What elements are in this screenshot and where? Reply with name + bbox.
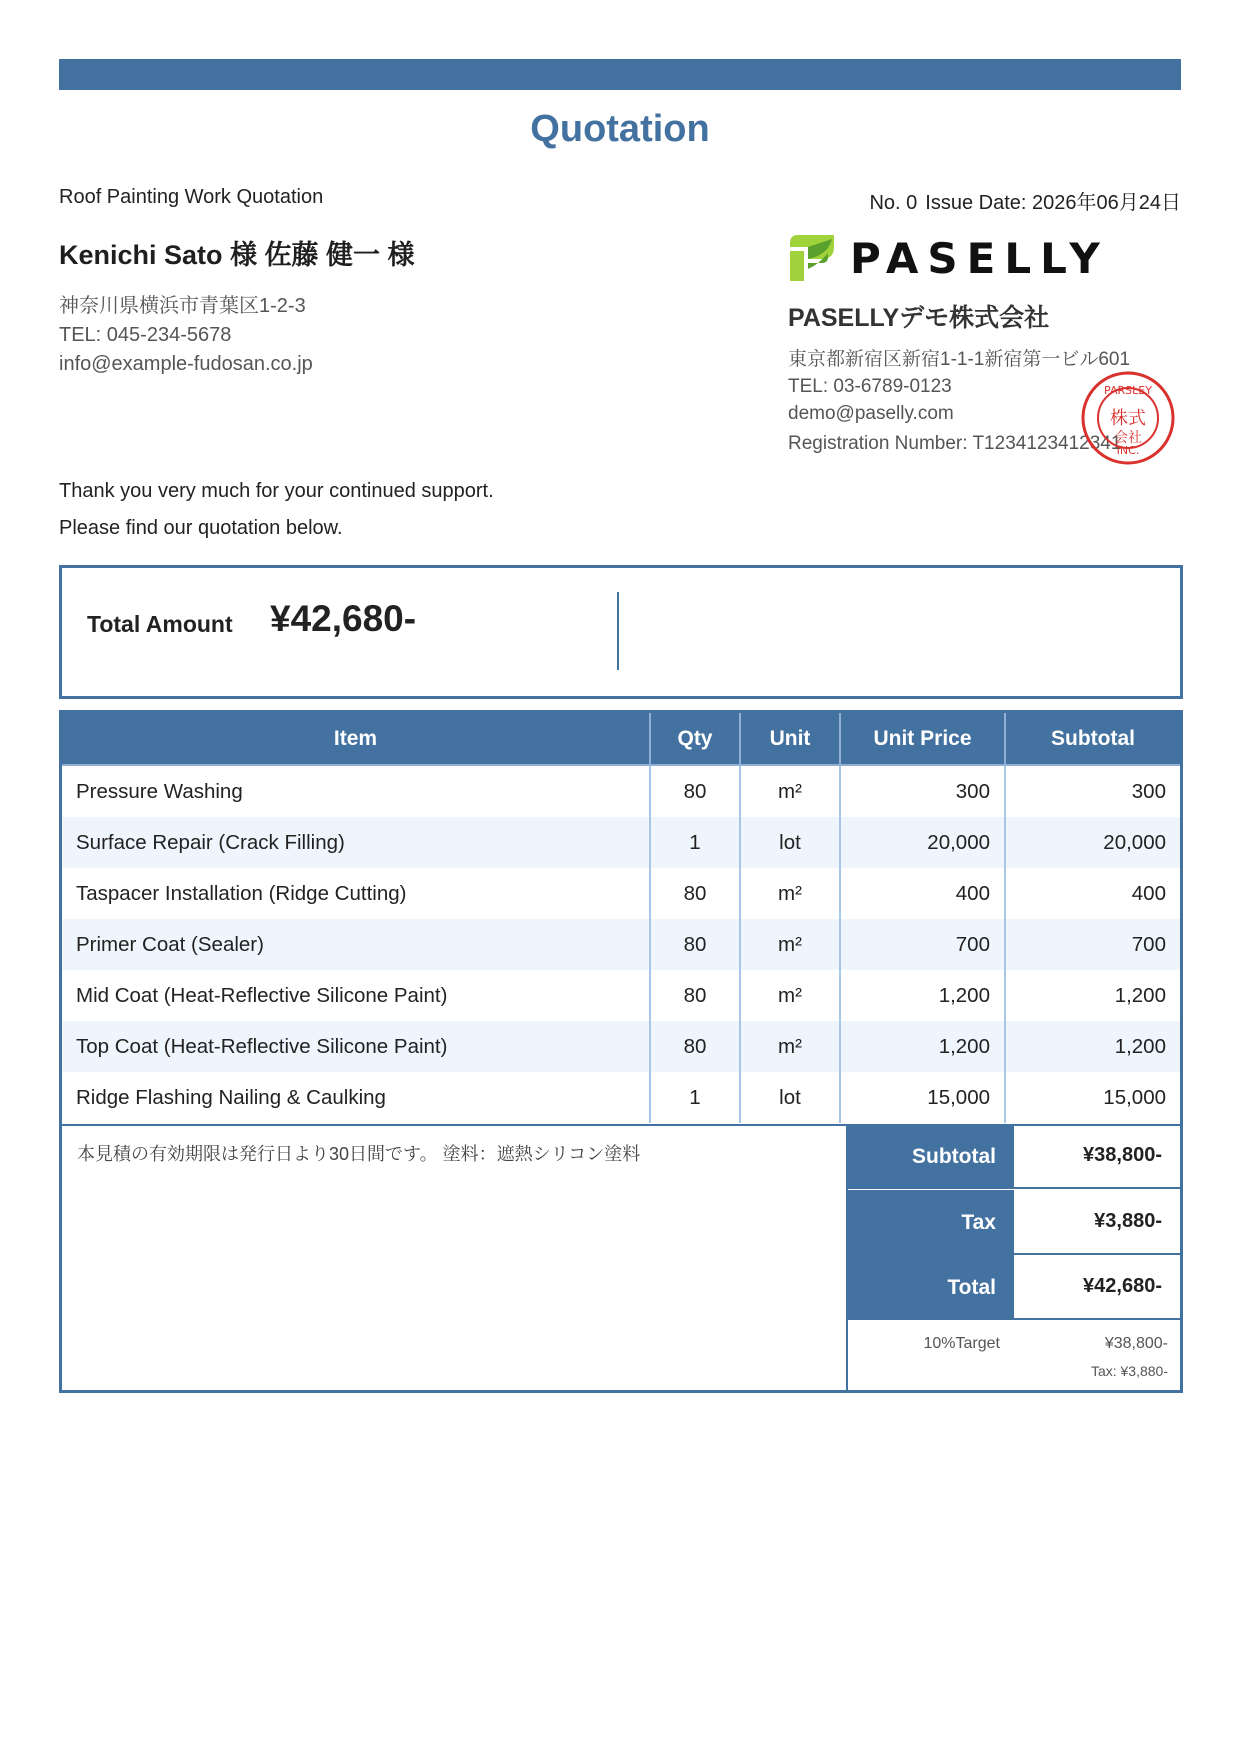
greeting-line-1: Thank you very much for your continued support. — [59, 480, 494, 502]
cell-unit: m² — [740, 970, 840, 1021]
svg-text:PARSLEY: PARSLEY — [1104, 384, 1152, 397]
cell-unit-price: 1,200 — [840, 1021, 1005, 1072]
registration-number: Registration Number: T1234123412341 — [788, 433, 1122, 454]
quotation-notes: 本見積の有効期限は発行日より30日間です。 塗料：遮熱シリコン塗料 — [77, 1144, 641, 1164]
cell-item: Mid Coat (Heat-Reflective Silicone Paint) — [62, 970, 650, 1021]
cell-qty: 80 — [650, 970, 740, 1021]
summary-total-row — [848, 1255, 1182, 1320]
cell-unit-price: 300 — [840, 765, 1005, 817]
header-bar — [59, 59, 1181, 90]
table-row — [62, 919, 1180, 970]
total-amount-value: ¥42,680- — [270, 598, 417, 639]
summary-subtotal-label: Subtotal — [848, 1124, 1014, 1189]
header-unit: Unit — [740, 713, 840, 765]
header-unit-price: Unit Price — [840, 713, 1005, 765]
cell-subtotal: 1,200 — [1005, 1021, 1180, 1072]
items-table — [62, 713, 1180, 1123]
summary-tax-row — [848, 1190, 1182, 1255]
leaf-logo-icon — [788, 233, 836, 283]
cell-item: Ridge Flashing Nailing & Caulking — [62, 1072, 650, 1123]
cell-subtotal: 20,000 — [1005, 817, 1180, 868]
cell-subtotal: 700 — [1005, 919, 1180, 970]
cell-item: Taspacer Installation (Ridge Cutting) — [62, 868, 650, 919]
cell-unit-price: 15,000 — [840, 1072, 1005, 1123]
cell-subtotal: 300 — [1005, 765, 1180, 817]
company-address: 東京都新宿区新宿1-1-1新宿第一ビル601 — [788, 349, 1131, 370]
cell-item: Surface Repair (Crack Filling) — [62, 817, 650, 868]
document-title: Quotation — [530, 108, 710, 150]
company-logo — [788, 232, 1109, 284]
table-header-row — [62, 713, 1180, 765]
customer-tel: TEL: 045-234-5678 — [59, 324, 232, 346]
cell-item: Pressure Washing — [62, 765, 650, 817]
cell-qty: 80 — [650, 765, 740, 817]
greeting-line-2: Please find our quotation below. — [59, 517, 343, 539]
company-tel: TEL: 03-6789-0123 — [788, 376, 952, 397]
total-amount-box — [59, 565, 1183, 699]
cell-unit: m² — [740, 1021, 840, 1072]
cell-qty: 1 — [650, 1072, 740, 1123]
table-row — [62, 1021, 1180, 1072]
table-row — [62, 970, 1180, 1021]
total-box-divider — [617, 592, 619, 670]
cell-unit: lot — [740, 1072, 840, 1123]
cell-subtotal: 1,200 — [1114, 983, 1166, 1007]
customer-email: info@example-fudosan.co.jp — [59, 353, 313, 375]
cell-qty: 80 — [650, 868, 740, 919]
customer-address: 神奈川県横浜市青葉区1-2-3 — [59, 295, 306, 317]
company-email: demo@paselly.com — [788, 403, 954, 424]
cell-item: Top Coat (Heat-Reflective Silicone Paint) — [62, 1021, 650, 1072]
header-qty: Qty — [650, 713, 740, 765]
customer-name: Kenichi Sato 様 佐藤 健一 様 — [59, 240, 415, 270]
logo-wordmark: PASELLY — [850, 233, 1109, 283]
cell-qty: 80 — [650, 919, 740, 970]
cell-qty: 80 — [650, 1021, 740, 1072]
summary-subtotal-value: ¥38,800- — [1014, 1124, 1182, 1189]
document-subject: Roof Painting Work Quotation — [59, 186, 324, 208]
cell-item: Primer Coat (Sealer) — [62, 919, 650, 970]
summary-block — [846, 1124, 1182, 1390]
cell-unit-price: 20,000 — [840, 817, 1005, 868]
customer-info — [59, 292, 313, 379]
cell-unit: m² — [740, 765, 840, 817]
summary-tax-label: Tax — [848, 1190, 1014, 1255]
table-row — [62, 868, 1180, 919]
company-info — [788, 346, 1130, 427]
tax-target-breakdown — [848, 1321, 1182, 1390]
tax-target-label: 10%Target — [923, 1335, 1000, 1352]
cell-subtotal: 15,000 — [1103, 1085, 1166, 1109]
summary-subtotal-row — [848, 1124, 1182, 1189]
total-amount-label: Total Amount — [87, 611, 233, 637]
cell-unit-price: 1,200 — [840, 970, 1005, 1021]
svg-text:INC.: INC. — [1116, 444, 1140, 457]
cell-unit-price: 400 — [840, 868, 1005, 919]
cell-unit-price: 700 — [840, 919, 1005, 970]
cell-unit: m² — [740, 919, 840, 970]
header-subtotal: Subtotal — [1005, 713, 1180, 765]
cell-qty: 1 — [650, 817, 740, 868]
quotation-number: No. 0 — [869, 192, 918, 214]
table-row — [62, 817, 1180, 868]
tax-target-base: ¥38,800- — [1104, 1335, 1168, 1352]
company-seal-stamp — [1080, 370, 1176, 466]
cell-subtotal: 400 — [1131, 881, 1166, 905]
header-item: Item — [62, 713, 650, 765]
table-row — [62, 1072, 1180, 1123]
tax-target-tax: Tax: ¥3,880- — [1090, 1363, 1168, 1379]
company-name: PASELLYデモ株式会社 — [788, 304, 1050, 332]
summary-total-value: ¥42,680- — [1014, 1255, 1182, 1320]
svg-text:会社: 会社 — [1114, 430, 1142, 446]
issue-date: Issue Date: 2026年06月24日 — [925, 192, 1181, 214]
issue-info — [869, 186, 1181, 215]
items-table-box — [59, 710, 1183, 1393]
table-row — [62, 765, 1180, 817]
cell-unit: lot — [740, 817, 840, 868]
cell-unit: m² — [740, 868, 840, 919]
summary-tax-value: ¥3,880- — [1014, 1190, 1182, 1255]
svg-text:株式: 株式 — [1110, 408, 1146, 429]
summary-total-label: Total — [848, 1255, 1014, 1320]
